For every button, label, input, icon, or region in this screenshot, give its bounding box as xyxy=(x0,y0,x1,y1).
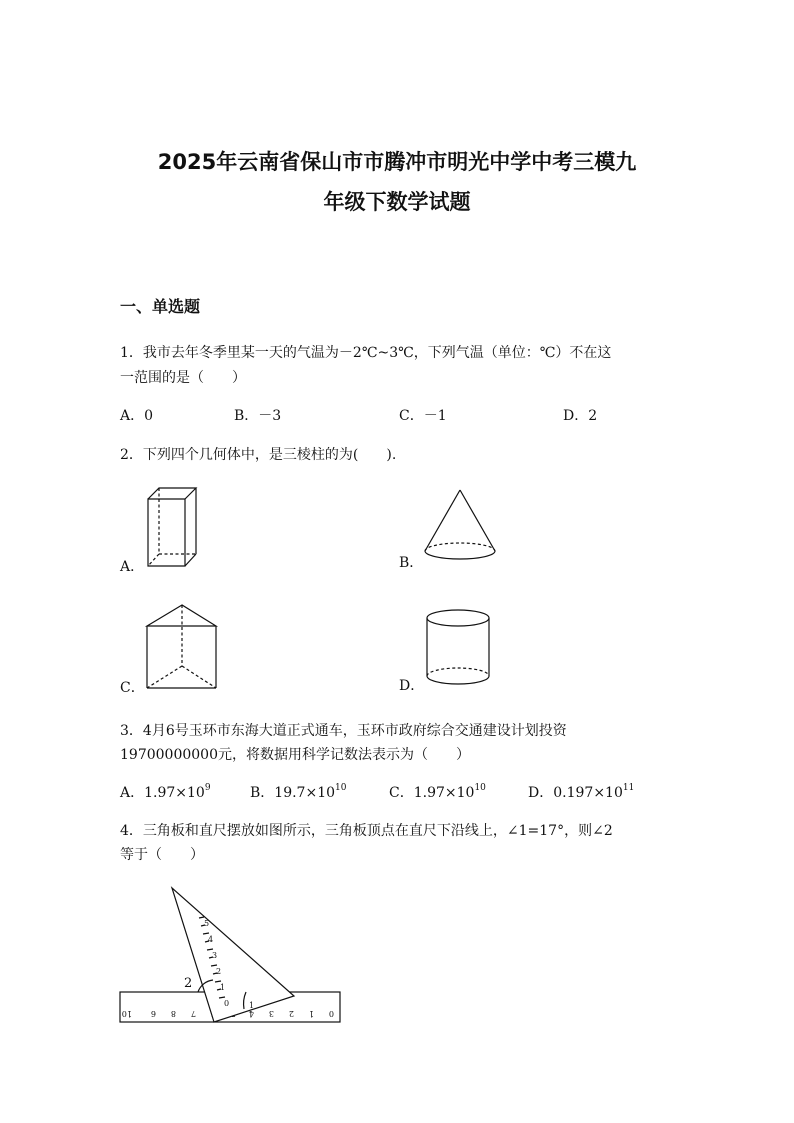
ruler-label-10: 0 xyxy=(328,1009,334,1018)
cone-figure xyxy=(420,486,500,570)
q2-label-d: D． xyxy=(399,678,425,694)
exam-title-line2: 年级下数学试题 xyxy=(323,190,471,214)
q1-option-c: C．－1 xyxy=(399,408,447,424)
q3-option-a-base: 1.97×10 xyxy=(144,785,205,801)
q1-text-line1: 1．我市去年冬季里某一天的气温为－2℃~3℃，下列气温（单位：℃）不在这 xyxy=(120,345,612,361)
q2-label-c: C． xyxy=(120,680,145,696)
triangle-label-5: 5 xyxy=(204,919,210,928)
triangle-ruler-figure xyxy=(118,884,344,1026)
ruler-label-1: 6 xyxy=(150,1009,156,1018)
q1-text-line2: 一范围的是（ ） xyxy=(120,370,246,386)
ruler-label-7: 3 xyxy=(268,1009,274,1018)
q3-text-line2: 19700000000元，将数据用科学记数法表示为（ ） xyxy=(120,747,470,763)
q1-option-a: A．0 xyxy=(120,408,154,424)
q4-text-line2: 等于（ ） xyxy=(120,847,204,863)
ruler-label-0: 10 xyxy=(121,1009,132,1018)
triangle-label-2: 2 xyxy=(216,967,222,976)
q3-option-b-base: 19.7×10 xyxy=(274,785,336,801)
ruler-label-6: 4 xyxy=(248,1009,254,1018)
q3-option-b xyxy=(250,782,346,802)
q3-option-d-label: D． xyxy=(528,785,554,801)
q3-text-line1: 3．4月6号玉环市东海大道正式通车，玉环市政府综合交通建设计划投资 xyxy=(120,723,567,739)
rectangular-prism-figure xyxy=(140,484,210,574)
q3-option-c-exp: 10 xyxy=(474,783,486,793)
q1-option-d: D．2 xyxy=(563,408,598,424)
q2-label-b: B． xyxy=(399,555,424,571)
q3-option-d-base: 0.197×10 xyxy=(553,785,623,801)
ruler-label-3: 7 xyxy=(190,1009,196,1018)
angle-1-label: 1 xyxy=(249,1001,255,1010)
q3-option-b-label: B． xyxy=(250,785,275,801)
set-square xyxy=(172,888,294,1022)
ruler-label-9: 1 xyxy=(308,1009,314,1018)
q3-option-c-base: 1.97×10 xyxy=(413,785,475,801)
q3-option-a-label: A． xyxy=(120,785,145,801)
q3-option-c-label: C． xyxy=(389,785,414,801)
exam-title-line1: 2025年云南省保山市市腾冲市明光中学中考三模九 xyxy=(157,150,637,174)
q3-option-d-exp: 11 xyxy=(622,783,635,793)
q3-option-d xyxy=(528,782,634,802)
q3-option-a-exp: 9 xyxy=(204,783,211,793)
q3-option-a xyxy=(120,782,211,802)
q3-option-b-exp: 10 xyxy=(335,783,347,793)
q1-option-b: B．－3 xyxy=(234,408,282,424)
q2-label-a: A． xyxy=(120,559,145,575)
q2-text: 2．下列四个几何体中，是三棱柱的为( ). xyxy=(120,447,397,463)
section-heading: 一、单选题 xyxy=(120,297,201,316)
cylinder-figure xyxy=(420,604,496,690)
triangle-label-1: 1 xyxy=(220,983,226,992)
ruler-label-8: 2 xyxy=(288,1009,294,1018)
q4-text-line1: 4．三角板和直尺摆放如图所示，三角板顶点在直尺下沿线上，∠1=17°，则∠2 xyxy=(120,823,613,839)
ruler-label-2: 8 xyxy=(170,1009,176,1018)
triangle-label-0: 0 xyxy=(224,999,230,1008)
triangle-label-3: 3 xyxy=(212,951,218,960)
angle-2-label: 2 xyxy=(184,976,193,991)
triangle-label-4: 4 xyxy=(208,935,214,944)
triangular-prism-figure xyxy=(140,600,220,692)
q3-option-c xyxy=(389,782,486,802)
